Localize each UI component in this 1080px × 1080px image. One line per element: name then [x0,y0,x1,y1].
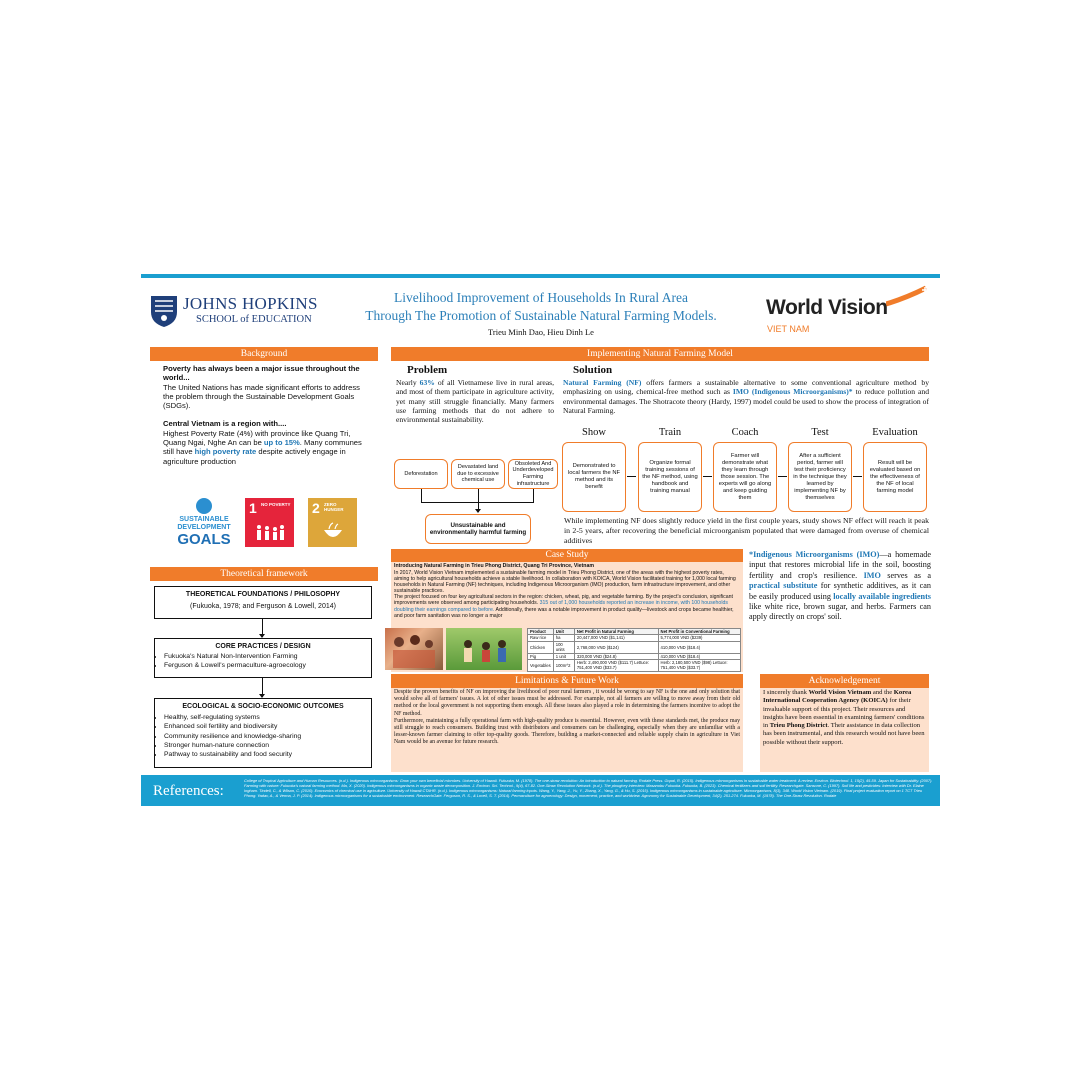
background-p2-bold: Central Vietnam is a region with.... [163,419,287,429]
case-study-p2-highlight: 315 out of 1,000 households reported an increase in income, with 100 households doubling their earnings compared to before. [394,600,728,613]
table-cell: 2,768,000 VND ($124) [574,641,658,653]
table-row [528,641,741,653]
step-label-train: Train [658,427,682,438]
jhu-name: JOHNS HOPKINS [183,294,318,313]
theory-box3-item: • Enhanced soil fertility and biodiversity [164,722,371,731]
imo-text [749,550,931,623]
theory-box3-title: ECOLOGICAL & SOCIO-ECONOMIC OUTCOMES [182,703,344,710]
cause-connector [421,489,422,502]
ack-text-d: for their invaluable support of this project. Their resources and insights have been essential in examining farmers' conditions in [763,697,925,730]
problem-highlight: 63% [419,378,435,387]
table-header-cell: Unit [553,629,574,635]
step-box-evaluation: Result will be evaluated based on the effectiveness of the NF of local farming model [863,442,927,512]
background-p2-highlight2: high poverty rate [194,447,257,457]
background-p2-a: Highest Poverty Rate (4%) with province like Quang Tri, Quang Ngai, Nghe An can be [163,428,351,448]
imo-text-c: for synthetic additives, as it can be easily produced using [749,581,931,601]
theory-heading: Theoretical framework [150,567,378,581]
step-box-show: Demonstrated to local farmers the NF method and its benefit [562,442,626,512]
table-cell: 100m^2 [553,660,574,672]
table-cell: Raw rice [528,635,554,641]
sdg-goal1-tile [245,498,294,547]
step-label-coach: Coach [731,427,759,438]
table-cell: Chicken [528,641,554,653]
step-box-coach: Farmer will demonstrate what they learn through those session. The experts will go along and keep guiding them [713,442,777,512]
background-p1: The United Nations has made significant efforts to address the problem through the Sustainable Development Goals (SDGs). [163,382,360,411]
theory-box2-title: CORE PRACTICES / DESIGN [215,643,311,650]
solution-highlight1: Natural Farming (NF) [563,378,642,387]
sdg-goal2-number: 2 [312,500,320,516]
sdg-goal1-number: 1 [249,500,257,516]
authors: Trieu Minh Dao, Hieu Dinh Le [488,327,594,337]
step-box-train: Organize formal training sessions of the NF method, using handbook and training manual [638,442,702,512]
theory-box-foundations [154,586,372,619]
references-text: College of Tropical Agriculture and Human Resources. (n.d.). Indigenous microorganisms: Grow your own beneficial microbes. University of Hawaii. Fukuoka, M. (1978). The one-straw revolution: An introduction to natural farming. Rodale Press. Gopal, R. (2015). Indigenous microorganisms in sustainable water treatment: A review. Environ. Biotechnol. 1, 15(2), 45-59. Japan for Sustainability. (2007). Farming with nature: Fukuoka's natural farming method. Ma, X. (2020). Indigenous microorganisms in organic waste decomposition. J. Environ. Sci. Technol., 9(4), 67-82. One-Straw Revolution Network. (n.d.). The ploughey interview: Masanobu Fukuoka. Fukuoka, B. (2023). Chemical fertilizers and soil fertility. Researchgate. Sansone, C. (1997). Soil life and pesticides: Interview with Dr. Elaine Ingham. Tindell, C., & Wilson, C. (2010). Economics of chemical use in agriculture. University of Hawaii CTAHR. (n.d.). Indigenous microorganisms: Natural farming inputs. Wang, Y., Yang, J., Yu, Y., Zhang, X., Yang, G., & Hu, S. (2015). Indigenous microorganisms in sustainable agriculture. Microorganisms, 8(3), 348. World Vision Vietnam. (2019). Final project evaluation report on 1 TCT Trieu Phong. Yadav, A., & Verma, J. P. (2014). Indigenous microorganisms for a sustainable environment. ResearchGate. Ferguson, R. S., & Lovell, S. T. (2014). Permaculture for agroecology: Design, movement, practice, and worldview. Agronomy for Sustainable Development, 34(2), 251-274. Fukuoka, M. (1978). The One-Straw Revolution. Rodale [244,778,933,798]
sdg-logo [173,498,235,548]
theory-box3-item: • Pathway to sustainability and food security [164,750,371,759]
sdg-logo-line3: GOALS [177,531,231,548]
sdg-logo-line1: SUSTAINABLE [179,516,229,523]
problem-text-b: of all Vietnamese live in rural areas, and most of them participate in agriculture activity, yet many still struggle financially. Many farmers use farming methods that do not adhere to environmental sustainability. [396,378,555,425]
sdg-goal2-text: ZERO HUNGER [324,502,344,512]
table-cell: 100 units [553,641,574,653]
limitations-text [394,689,740,747]
theory-box3-item: • Stronger human-nature connection [164,741,371,750]
table-header-cell: Product [528,629,554,635]
imo-text-d: like white rice, brown sugar, and herbs. Farmers can apply directly on crops' soil. [749,602,931,622]
case-study-subtitle: Introducing Natural Farming in Trieu Phong District, Quang Tri Province, Vietnam [394,563,594,569]
step-arrow [627,476,636,477]
background-p2-highlight1: up to 15% [263,438,300,448]
theory-box-outcomes [154,698,372,768]
background-text [163,364,368,466]
poster-title-line1: Livelihood Improvement of Households In Rural Area [394,290,688,305]
table-row [528,660,741,672]
ack-text-e: . Their assistance in data collection has been instrumental, and this research would not have been possible without their support. [763,722,925,746]
table-cell: ha [553,635,574,641]
problem-text-a: Nearly [396,378,420,387]
theory-box2-item: • Fukuoka's Natural Non-Intervention Farming [164,652,371,661]
theory-box3-item: • Healthy, self-regulating systems [164,713,371,722]
table-cell: 410,000 VND ($18.4) [658,641,740,653]
jhu-shield-icon [149,294,179,328]
table-cell: Herb: 2,490,000 VND ($111.7) Lettuce: 751,400 VND ($33.7) [574,660,658,672]
references-label: References: [153,783,224,799]
solution-heading: Solution [573,364,613,376]
ack-bold1: World Vision Vietnam [808,689,872,696]
theory-box3-item: • Community resilience and knowledge-sharing [164,732,371,741]
step-label-test: Test [811,427,829,438]
case-study-text [394,570,740,626]
table-cell: 320,000 VND ($24.8) [574,653,658,659]
background-heading: Background [150,347,378,361]
limitations-p2: Furthermore, maintaining a fully operational farm with high-quality produce is essential. However, even with these standards met, the produce may still struggle to reach consumers. Building trust with distributors and consumers can be challenging, especially when they are unfamiliar with a lesser-known farmer claiming to offer top-quality goods. Therefore, building a market-connected and reliable supply chain in agriculture in Viet Nam would be an avenue for future research. [394,717,740,746]
poster [141,274,940,806]
family-icon [255,524,285,547]
sdg-goal1-text: NO POVERTY [261,502,291,507]
table-header-cell: Net Profit in Conventional Farming [658,629,740,635]
ack-bold2: Korea International Cooperation Agency (KOICA) [763,689,912,705]
ack-text-a: I sincerely thank [763,689,809,696]
yield-note: While implementing NF does slightly reduce yield in the first couple years, study shows NF effect will reach it peak in 2-5 years, after recovering the beneficial microorganism populated that were damaged from overuse of chemical additives [564,516,929,545]
case-photo-field [446,628,522,670]
background-p2-b: . Many communes still have [163,438,362,457]
world-vision-country: VIET NAM [767,324,810,334]
table-cell: 1 unit [553,653,574,659]
background-p1-bold: Poverty has always been a major issue throughout the world... [163,364,360,383]
solution-text-b: to reduce pollution and environmental damages. The Shotracote theory (Hardy, 1997) model could be used to show the process of integration of Natural Farming. [563,387,929,415]
limitations-heading: Limitations & Future Work [391,674,743,688]
imo-text-a: —a homemade input that restores microbial life in the soil, boosting fertility and crop's resilience. [749,550,931,580]
jhu-school: SCHOOL of EDUCATION [196,314,312,325]
step-arrow [703,476,712,477]
imo-highlight4: locally available ingredients [833,591,931,601]
case-study-p2-b: Additionally, there was a notable improvement in product quality—livestock and crops became healthier, and poor farm sanitation was no longer a major [394,606,734,619]
theory-box-practices [154,638,372,678]
step-label-show: Show [582,427,606,438]
table-cell: Vegetables [528,660,554,672]
imo-highlight2: IMO [863,570,881,580]
case-photo-family [385,628,443,670]
cause-connector [533,489,534,502]
implementing-heading: Implementing Natural Farming Model [391,347,929,361]
cause-result: Unsustainable and environmentally harmful farming [425,514,531,544]
case-study-p2-a: The project focused on four key agricultural sectors in the region: chicken, wheat, pig, and vegetable farming. By the project's conclusion, significant improvements were observed among participating households. [394,594,733,607]
case-study-p1: In 2017, World Vision Vietnam implemented a sustainable farming model in Trieu Phong District, one of the areas with the highest poverty rates, aiming to help agricultural households achieve a stable livelihood. In collaboration with KOICA, World Vision facilitated training for 1,000 local farming households in Natural Farming (NF) techniques, including Indigenous Microorganism (IMO) production, farm infrastructure improvement, and other sustainable practices. [394,570,736,595]
table-cell: 20,447,000 VND ($1,141) [574,635,658,641]
table-cell: 5,774,000 VND ($239) [658,635,740,641]
problem-text [396,378,554,424]
imo-text-b: serves as a [880,570,931,580]
bowl-icon [322,522,344,547]
solution-text-a: offers farmers a sustainable alternative to some conventional agriculture method by emphasizing on using, chemical-free method such as [563,378,929,397]
world-vision-star-icon [886,284,931,316]
case-study-heading: Case Study [391,549,743,562]
cause-deforestation: Deforestation [394,459,448,489]
limitations-p1: Despite the proven benefits of NF on improving the livelihood of poor rural farmers , it would be wrong to say NF is the one and only solution that would solve all of farmers' issues. A lot of other issues must be addressed. For example, not all farmers are willing to move away from their old method or the local government is not supporting them enough. All these issues also played a role in determining the farmers incentive to adopt the NF method. [394,689,740,717]
theory-box3-list [155,713,371,759]
table-cell: 410,000 VND ($18.4) [658,653,740,659]
table-header-cell: Net Profit in Natural Farming [574,629,658,635]
table-cell: Herb: 2,180,500 VND ($98) Lettuce: 751,400 VND ($33.7) [658,660,740,672]
theory-box2-item: • Ferguson & Lowell's permaculture-agroecology [164,661,371,670]
un-emblem-icon [196,498,212,514]
ack-bold3: Trieu Phong District [769,722,828,730]
ack-text-c: and the [871,689,894,696]
step-box-test: After a sufficient period, farmer will test their proficiency in the technique they learned by implementing NF by themselves [788,442,852,512]
table-cell: Pig [528,653,554,659]
cause-arrowhead [475,509,481,513]
solution-text [563,378,929,415]
sdg-logo-line2: DEVELOPMENT [177,524,231,531]
sdg-goal2-tile [308,498,357,547]
ack-text [763,689,926,747]
poster-title-line2: Through The Promotion of Sustainable Natural Farming Models. [365,308,717,323]
theory-box2-list [155,652,371,671]
solution-highlight2: IMO (Indigenous Microorganisms)* [732,387,853,397]
theory-box1-title: THEORETICAL FOUNDATIONS / PHILOSOPHY [185,591,341,598]
cause-connector [478,489,479,502]
step-arrow [778,476,787,477]
cause-devastated-land: Devastated land due to excessive chemical use [451,459,505,489]
cause-obsolete-infrastructure: Obsoleted And Underdeveloped Farming infrastructure [508,459,558,489]
imo-title: *Indigenous Microorganisms (IMO) [749,550,880,559]
step-label-evaluation: Evaluation [872,427,918,438]
imo-highlight3: practical substitute [749,581,818,591]
case-study-table [527,628,741,672]
background-p2-c: despite actively engage in agriculture production [163,447,346,466]
problem-heading: Problem [407,364,448,376]
world-vision-name: World Vision [766,296,888,319]
step-arrow [853,476,862,477]
theory-box1-sub: (Fukuoka, 1978; and Ferguson & Lowell, 2014) [190,603,336,610]
ack-heading: Acknowledgement [760,674,929,688]
